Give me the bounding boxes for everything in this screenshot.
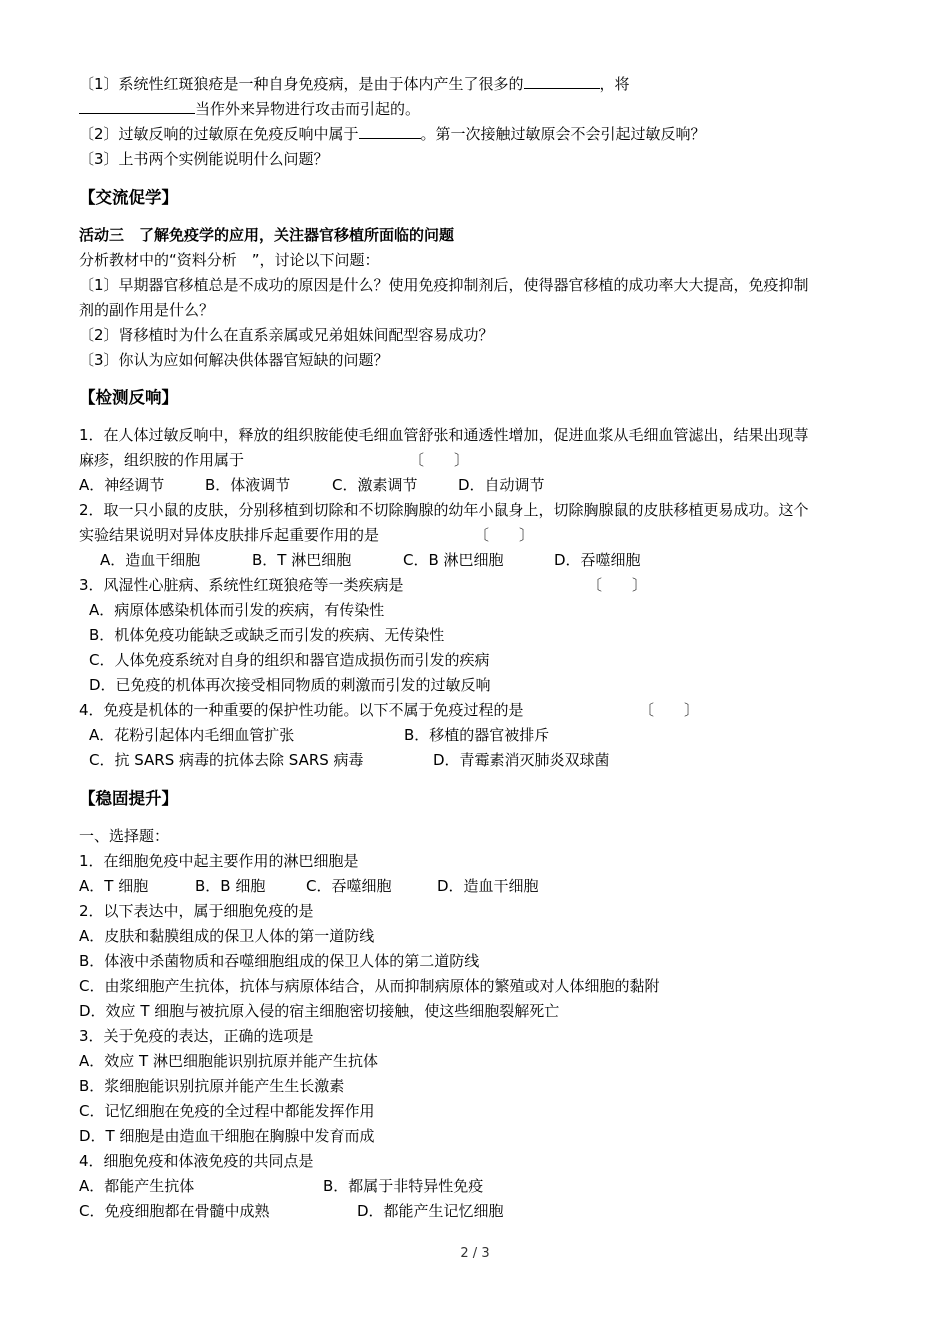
test-q2: 2．取一只小鼠的皮肤，分别移植到切除和不切除胸腺的幼年小鼠身上，切除胸腺鼠的皮肤移植更易成功。这个	[79, 501, 809, 519]
answer-blank[interactable]	[359, 124, 421, 139]
option[interactable]: C．人体免疫系统对自身的组织和器官造成损伤而引发的疾病	[89, 651, 490, 669]
option[interactable]: A．效应 T 淋巴细胞能识别抗原并能产生抗体	[79, 1052, 378, 1070]
improve-q4: 4．细胞免疫和体液免疫的共同点是	[79, 1152, 314, 1170]
option[interactable]: B．都属于非特异性免疫	[323, 1177, 484, 1195]
test-q3: 3．风湿性心脏病、系统性红斑狼疮等一类疾病是 〔 〕	[79, 576, 648, 594]
intro-q3: 〔3〕上书两个实例能说明什么问题？	[79, 150, 329, 168]
answer-blank[interactable]	[79, 99, 195, 114]
option[interactable]: A．皮肤和黏膜组成的保卫人体的第一道防线	[79, 927, 375, 945]
improve-q2: 2．以下表达中，属于细胞免疫的是	[79, 902, 314, 920]
option[interactable]: C．抗 SARS 病毒的抗体去除 SARS 病毒	[89, 751, 364, 769]
option[interactable]: D．已免疫的机体再次接受相同物质的刺激而引发的过敏反响	[89, 676, 491, 694]
test-q2-cont: 实验结果说明对异体皮肤排斥起重要作用的是 〔 〕	[79, 526, 535, 544]
intro-q2: 〔2〕过敏反响的过敏原在免疫反响中属于 。第一次接触过敏原会不会引起过敏反响？	[79, 125, 706, 143]
option[interactable]: D．T 细胞是由造血干细胞在胸腺中发育而成	[79, 1127, 375, 1145]
option[interactable]: B．体液中杀菌物质和吞噬细胞组成的保卫人体的第二道防线	[79, 952, 480, 970]
option[interactable]: C．激素调节	[332, 476, 418, 494]
intro-q1: 〔1〕系统性红斑狼疮是一种自身免疫病，是由于体内产生了很多的 ，将	[79, 75, 630, 93]
exchange-q1: 〔1〕早期器官移植总是不成功的原因是什么？使用免疫抑制剂后，使得器官移植的成功率大大提高，免疫抑制	[79, 276, 809, 294]
intro-q1-cont: 当作外来异物进行攻击而引起的。	[79, 99, 420, 119]
exchange-q1-cont: 剂的副作用是什么？	[79, 301, 215, 319]
option[interactable]: C．B 淋巴细胞	[403, 551, 504, 569]
option[interactable]: B．机体免疫功能缺乏或缺乏而引发的疾病、无传染性	[89, 626, 445, 644]
improve-q1: 1．在细胞免疫中起主要作用的淋巴细胞是	[79, 852, 359, 870]
option[interactable]: A．都能产生抗体	[79, 1177, 195, 1195]
answer-blank[interactable]	[524, 74, 600, 89]
answer-bracket[interactable]: 〔 〕	[587, 576, 648, 594]
answer-bracket[interactable]: 〔 〕	[639, 701, 700, 719]
answer-bracket[interactable]: 〔 〕	[409, 451, 470, 469]
improve-q3: 3．关于免疫的表达，正确的选项是	[79, 1027, 314, 1045]
section-heading-exchange: 【交流促学】	[79, 188, 178, 207]
option[interactable]: C．由浆细胞产生抗体，抗体与病原体结合，从而抑制病原体的繁殖或对人体细胞的黏附	[79, 977, 660, 995]
option[interactable]: D．自动调节	[458, 476, 545, 494]
answer-bracket[interactable]: 〔 〕	[474, 526, 535, 544]
section-heading-improve: 【稳固提升】	[79, 789, 178, 808]
option[interactable]: B．浆细胞能识别抗原并能产生生长激素	[79, 1077, 345, 1095]
option[interactable]: D．效应 T 细胞与被抗原入侵的宿主细胞密切接触，使这些细胞裂解死亡	[79, 1002, 560, 1020]
option[interactable]: D．吞噬细胞	[554, 551, 641, 569]
option[interactable]: C．免疫细胞都在骨髓中成熟	[79, 1202, 270, 1220]
exchange-q3: 〔3〕你认为应如何解决供体器官短缺的问题？	[79, 351, 389, 369]
option[interactable]: D．青霉素消灭肺炎双球菌	[433, 751, 610, 769]
option[interactable]: C．吞噬细胞	[306, 877, 392, 895]
option[interactable]: A．造血干细胞	[100, 551, 201, 569]
option[interactable]: B．体液调节	[205, 476, 291, 494]
option[interactable]: D．都能产生记忆细胞	[357, 1202, 504, 1220]
test-q4: 4．免疫是机体的一种重要的保护性功能。以下不属于免疫过程的是 〔 〕	[79, 701, 700, 719]
option[interactable]: B．T 淋巴细胞	[252, 551, 352, 569]
activity-prompt: 分析教材中的“资料分析 ”，讨论以下问题：	[79, 251, 380, 269]
exchange-q2: 〔2〕肾移植时为什么在直系亲属或兄弟姐妹间配型容易成功？	[79, 326, 494, 344]
option[interactable]: A．病原体感染机体而引发的疾病，有传染性	[89, 601, 385, 619]
option[interactable]: A．花粉引起体内毛细血管扩张	[89, 726, 295, 744]
activity-title: 活动三 了解免疫学的应用，关注器官移植所面临的问题	[79, 226, 455, 244]
option[interactable]: A．T 细胞	[79, 877, 149, 895]
page-number: 2 / 3	[460, 1246, 490, 1261]
option[interactable]: C．记忆细胞在免疫的全过程中都能发挥作用	[79, 1102, 375, 1120]
test-q1: 1．在人体过敏反响中，释放的组织胺能使毛细血管舒张和通透性增加，促进血浆从毛细血管滤出，结果出现荨	[79, 426, 809, 444]
section-heading-test: 【检测反响】	[79, 388, 178, 407]
section-label: 一、选择题：	[79, 827, 170, 845]
test-q1-cont: 麻疹，组织胺的作用属于 〔 〕	[79, 451, 470, 469]
option[interactable]: A．神经调节	[79, 476, 165, 494]
option[interactable]: B．移植的器官被排斥	[404, 726, 550, 744]
option[interactable]: D．造血干细胞	[437, 877, 539, 895]
option[interactable]: B．B 细胞	[195, 877, 266, 895]
